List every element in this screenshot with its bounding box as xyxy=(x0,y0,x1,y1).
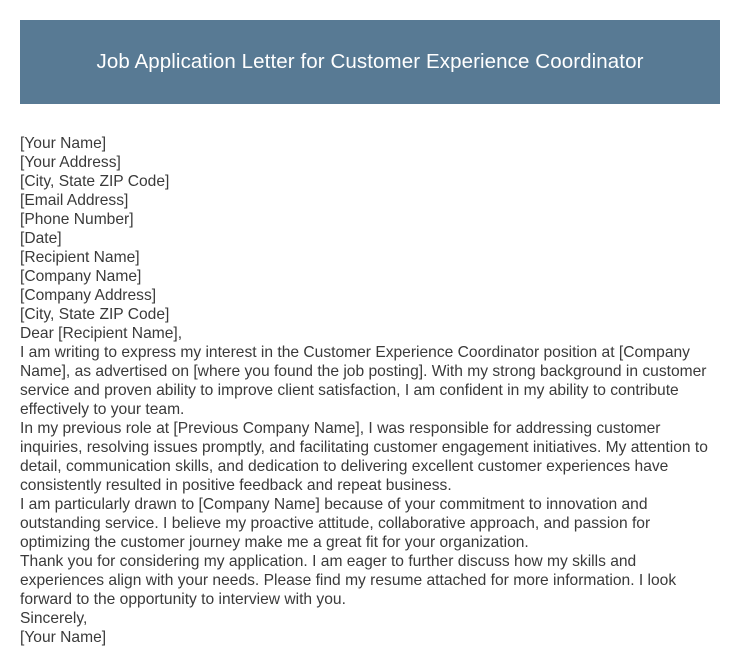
sender-name: [Your Name] xyxy=(20,135,107,152)
paragraph-1: I am writing to express my interest in the Customer Experience Coordinator position at [Company Name], as advertised on [where you found the job posting]. With my strong background in customer service and proven ability to improve client satisfaction, I am confident in my ability to contribute effectively to your team. xyxy=(20,344,707,418)
recipient-city-state-zip: [City, State ZIP Code] xyxy=(20,306,170,323)
letter-body xyxy=(20,134,720,647)
paragraph-4: Thank you for considering my application. I am eager to further discuss how my skills and experiences align with your needs. Please find my resume attached for more information. I look forward to the opportunity to interview with you. xyxy=(20,553,677,608)
paragraph-2: In my previous role at [Previous Company Name], I was responsible for addressing customer inquiries, resolving issues promptly, and facilitating customer engagement initiatives. My attention to detail, communication skills, and dedication to delivering excellent customer experiences have consistently resulted in positive feedback and repeat business. xyxy=(20,420,708,494)
paragraph-3: I am particularly drawn to [Company Name] because of your commitment to innovation and outstanding service. I believe my proactive attitude, collaborative approach, and passion for optimizing the customer journey make me a great fit for your organization. xyxy=(20,496,651,551)
sender-email: [Email Address] xyxy=(20,192,129,209)
recipient-company: [Company Name] xyxy=(20,268,142,285)
sender-city-state-zip: [City, State ZIP Code] xyxy=(20,173,170,190)
salutation: Dear [Recipient Name], xyxy=(20,325,183,342)
sender-address: [Your Address] xyxy=(20,154,121,171)
closing: Sincerely, xyxy=(20,610,88,627)
letter-date: [Date] xyxy=(20,230,62,247)
title-banner xyxy=(20,20,720,104)
page-title: Job Application Letter for Customer Experience Coordinator xyxy=(96,50,644,73)
recipient-name: [Recipient Name] xyxy=(20,249,140,266)
recipient-address: [Company Address] xyxy=(20,287,157,304)
signature: [Your Name] xyxy=(20,629,107,646)
sender-phone: [Phone Number] xyxy=(20,211,134,228)
